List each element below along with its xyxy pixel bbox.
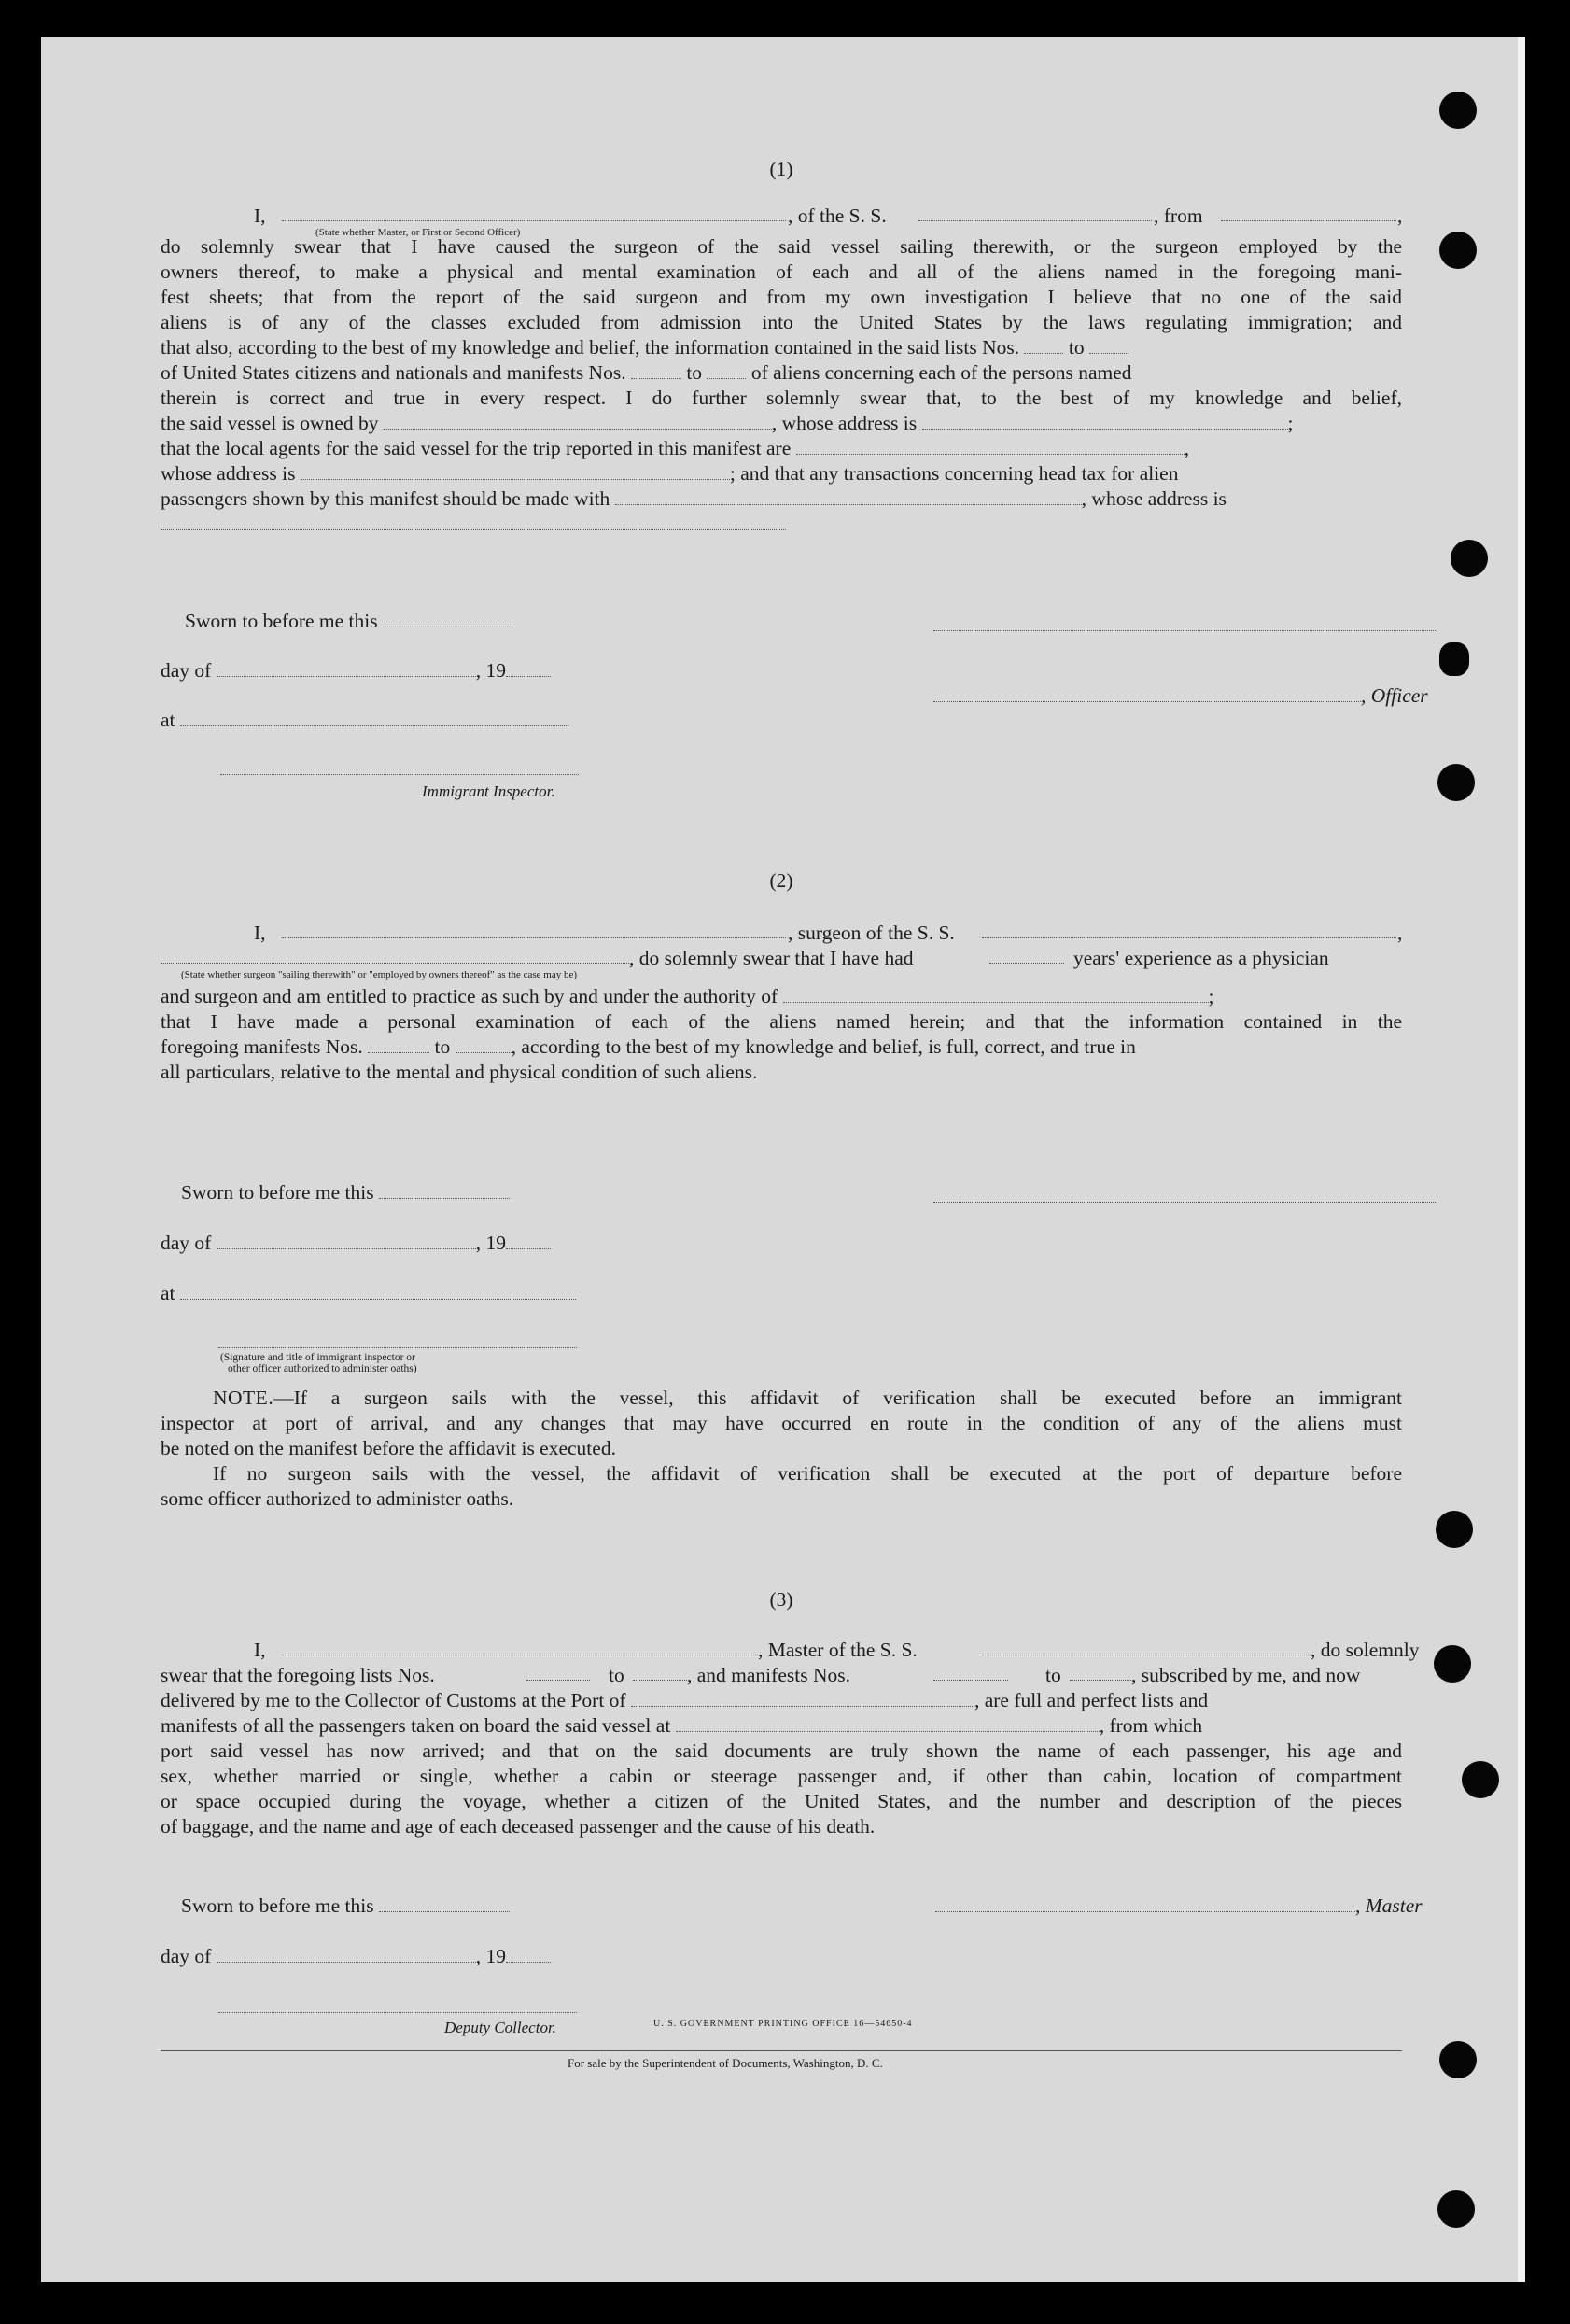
punch-hole-8 [1462, 1761, 1499, 1798]
caption-master-officer: (State whether Master, or First or Second Officer) [315, 227, 521, 238]
footer-separator [161, 2050, 1402, 2051]
section-1-affidavit: I, , of the S. S. , from , (State whether Master, or First or Second Officer) do solemnly swear that I have caused the surgeon of the said vessel sailing therewith, or the surgeon employed by the owners thereof, to make a physical and mental examination of each and all of the aliens named in the foregoing mani- fest sheets; that from the report of the said surgeon and from my own investigation I believe that no one of the said aliens is of any of the classes excluded from admission into the United States by the laws regulating immigration; and that also, according to the best of my knowledge and belief, the information contained in the said lists Nos. to of United States citizens and nationals and manifests Nos. to of aliens concerning each of the persons named therein is correct and true in every respect. I do further solemnly swear that, to the best of my knowledge and belief, the said vessel is owned by , whose address is ; that the local agents for the said vessel for the trip reported in this manifest are , whose address is ; and that any transactions concerning head tax for alien passengers shown by this manifest should be made with , whose address is [161, 204, 1402, 537]
agents-line: that the local agents for the said vessel for the trip reported in this manifest are , [161, 437, 1189, 459]
sworn-year-field-2[interactable] [506, 1232, 551, 1249]
master-3-line: I, , Master of the S. S. , do solemnly [254, 1639, 1420, 1661]
section-3-sworn-block: Sworn to before me this , Master day of , 19 Deputy Collector. [161, 1892, 1402, 2041]
lists-nos-to-field[interactable] [1089, 336, 1128, 354]
head-tax-address-field[interactable] [161, 513, 786, 530]
punch-hole-7 [1434, 1645, 1471, 1683]
surgeon-capacity-field[interactable] [161, 946, 629, 964]
note-block: NOTE.—If a surgeon sails with the vessel, this affidavit of verification shall be executed before an immigrant inspector at port of arrival, and any changes that may have occurred en route in the condition of any of the aliens must be noted on the manifest before the affidavit is executed. If no surgeon sails with the vessel, the affidavit of verification shall be executed at the port of departure before some officer authorized to administer oaths. [161, 1387, 1402, 1510]
master-3-vessel-field[interactable] [982, 1638, 1311, 1655]
vessel-name-field[interactable] [918, 204, 1152, 221]
agents-address-line: whose address is ; and that any transactions concerning head tax for alien [161, 462, 1179, 485]
sworn-day-field-3[interactable] [379, 1894, 510, 1912]
port-of-field[interactable] [631, 1689, 974, 1707]
section-1-sworn-block: Sworn to before me this day of , 19 at , Officer Immigrant Inspector. [161, 601, 1402, 807]
surgeon-signature-line[interactable] [933, 1201, 1437, 1203]
master-3-signature-line[interactable] [935, 1894, 1355, 1912]
form-page [41, 37, 1525, 2282]
years-experience-line: , do solemnly swear that I have had years' experience as a physician [161, 946, 1402, 971]
surgeon-manifests-from-field[interactable] [368, 1035, 429, 1053]
head-tax-line: passengers shown by this manifest should be made with , whose address is [161, 487, 1227, 510]
foregoing-manifests-line: foregoing manifests Nos. to , according to the best of my knowledge and belief, is full, correct, and true in [161, 1035, 1136, 1058]
lists-nos-from-field[interactable] [1024, 336, 1063, 354]
immigrant-inspector-caption: Immigrant Inspector. [422, 782, 555, 800]
owner-field[interactable] [384, 412, 772, 430]
surgeon-vessel-field[interactable] [982, 921, 1396, 938]
inspector-signature-line-2[interactable] [218, 1346, 577, 1348]
section-2-sworn-block: Sworn to before me this day of , 19 at (Signature and title of immigrant inspector or other officer authorized to administer oaths) [161, 1175, 1402, 1380]
sworn-month-field-3[interactable] [217, 1945, 476, 1963]
owner-address-field[interactable] [922, 412, 1288, 430]
officer-signature-line[interactable] [933, 684, 1361, 702]
section-3-number: (3) [769, 1588, 793, 1611]
owned-by-line: the said vessel is owned by , whose address is ; [161, 412, 1294, 434]
port-line: delivered by me to the Collector of Customs at the Port of , are full and perfect lists and [161, 1689, 1209, 1711]
sworn-day-field-2[interactable] [379, 1181, 510, 1199]
surgeon-line: I, , surgeon of the S. S. , [254, 922, 1403, 944]
taken-at-port-field[interactable] [676, 1714, 1100, 1732]
punch-hole-5 [1437, 764, 1475, 801]
master-name-field[interactable] [282, 204, 786, 221]
sworn-month-field-2[interactable] [217, 1232, 476, 1249]
agents-address-field[interactable] [301, 462, 730, 480]
section-3-manifests-to-field[interactable] [1070, 1663, 1131, 1681]
section-2-affidavit: I, , surgeon of the S. S. , , do solemnly swear that I have had years' experience as a physician (State whether surgeon "sailing therewith" or "employed by owners thereof" as the case may be) and surgeon and am entitled to practice as such by and under the authority of ; that I have made a personal examination of each of the aliens named herein; and that the information contained in the foregoing manifests Nos. to , according to the best of my knowledge and belief, is full, correct, and true in all particulars, relative to the mental and physical condition of such aliens. [161, 922, 1403, 1083]
years-field[interactable] [989, 946, 1064, 964]
punch-hole-2 [1439, 232, 1477, 269]
manifests-nos-to-field[interactable] [707, 361, 746, 379]
deputy-collector-signature-line[interactable] [218, 2011, 577, 2013]
inspector-signature-line-1[interactable] [220, 773, 579, 775]
authority-line: and surgeon and am entitled to practice as such by and under the authority of ; [161, 985, 1214, 1007]
punch-hole-1 [1439, 92, 1477, 129]
sworn-year-field-3[interactable] [506, 1945, 551, 1963]
master-line: I, , of the S. S. , from , [254, 204, 1403, 227]
punch-hole-3 [1451, 540, 1488, 577]
deputy-collector-caption: Deputy Collector. [444, 2019, 556, 2036]
taken-on-board-line: manifests of all the passengers taken on board the said vessel at , from which [161, 1714, 1203, 1737]
sworn-month-field-1[interactable] [217, 659, 476, 677]
agents-field[interactable] [796, 437, 1185, 455]
caption-surgeon-capacity: (State whether surgeon "sailing therewith" or "employed by owners thereof" as the case may be) [181, 969, 578, 980]
surgeon-manifests-to-field[interactable] [456, 1035, 512, 1053]
manifests-nos-from-field[interactable] [631, 361, 681, 379]
authority-field[interactable] [783, 985, 1209, 1003]
signature-caption-2a: (Signature and title of immigrant inspector or [220, 1352, 415, 1363]
punch-hole-10 [1437, 2190, 1475, 2228]
master-3-name-field[interactable] [282, 1638, 758, 1655]
punch-hole-4 [1439, 642, 1469, 676]
master-signature-line[interactable] [933, 629, 1437, 631]
footer-sale-notice: For sale by the Superintendent of Documents, Washington, D. C. [568, 2056, 883, 2070]
section-3-lists-from-field[interactable] [526, 1663, 590, 1681]
section-2-number: (2) [769, 869, 793, 892]
sworn-year-field-1[interactable] [506, 659, 551, 677]
section-3-lists-to-field[interactable] [633, 1663, 687, 1681]
section-3-manifests-from-field[interactable] [933, 1663, 1008, 1681]
section-3-affidavit: I, , Master of the S. S. , do solemnly swear that the foregoing lists Nos. to , and manifests Nos. to , subscribed by me, and now delivered by me to the Collector of Customs at the Port of , are full and perfect lists and manifests of all the passengers taken on board the said vessel at , from which port said vessel has now arrived; and that on the said documents are truly shown the name of each passenger, his age and sex, whether married or single, whether a cabin or steerage passenger and, if other than cabin, location of compartment or space occupied during the voyage, whether a citizen of the United States, and the number and description of the pieces of baggage, and the name and age of each deceased passenger and the cause of his death. [161, 1639, 1420, 1838]
section-3-lists-line: swear that the foregoing lists Nos. to , and manifests Nos. to , subscribed by me, and now [161, 1664, 1361, 1686]
punch-hole-6 [1436, 1511, 1473, 1548]
manifests-nos-line: of United States citizens and nationals and manifests Nos. to of aliens concerning each of the persons named [161, 361, 1132, 384]
section-1-number: (1) [769, 158, 793, 180]
head-tax-address-line [161, 512, 1402, 537]
punch-hole-9 [1439, 2041, 1477, 2078]
head-tax-party-field[interactable] [615, 487, 1082, 505]
signature-caption-2b: other officer authorized to administer oaths) [228, 1363, 417, 1374]
sworn-at-field-2[interactable] [180, 1282, 576, 1300]
printing-office-mark: U. S. GOVERNMENT PRINTING OFFICE 16—54650-4 [653, 2019, 913, 2029]
from-port-field[interactable] [1221, 204, 1396, 221]
sworn-day-field-1[interactable] [383, 610, 513, 627]
lists-nos-line: that also, according to the best of my knowledge and belief, the information contained in the said lists Nos. to [161, 335, 1402, 360]
surgeon-name-field[interactable] [282, 921, 786, 938]
sworn-at-field-1[interactable] [180, 709, 568, 726]
